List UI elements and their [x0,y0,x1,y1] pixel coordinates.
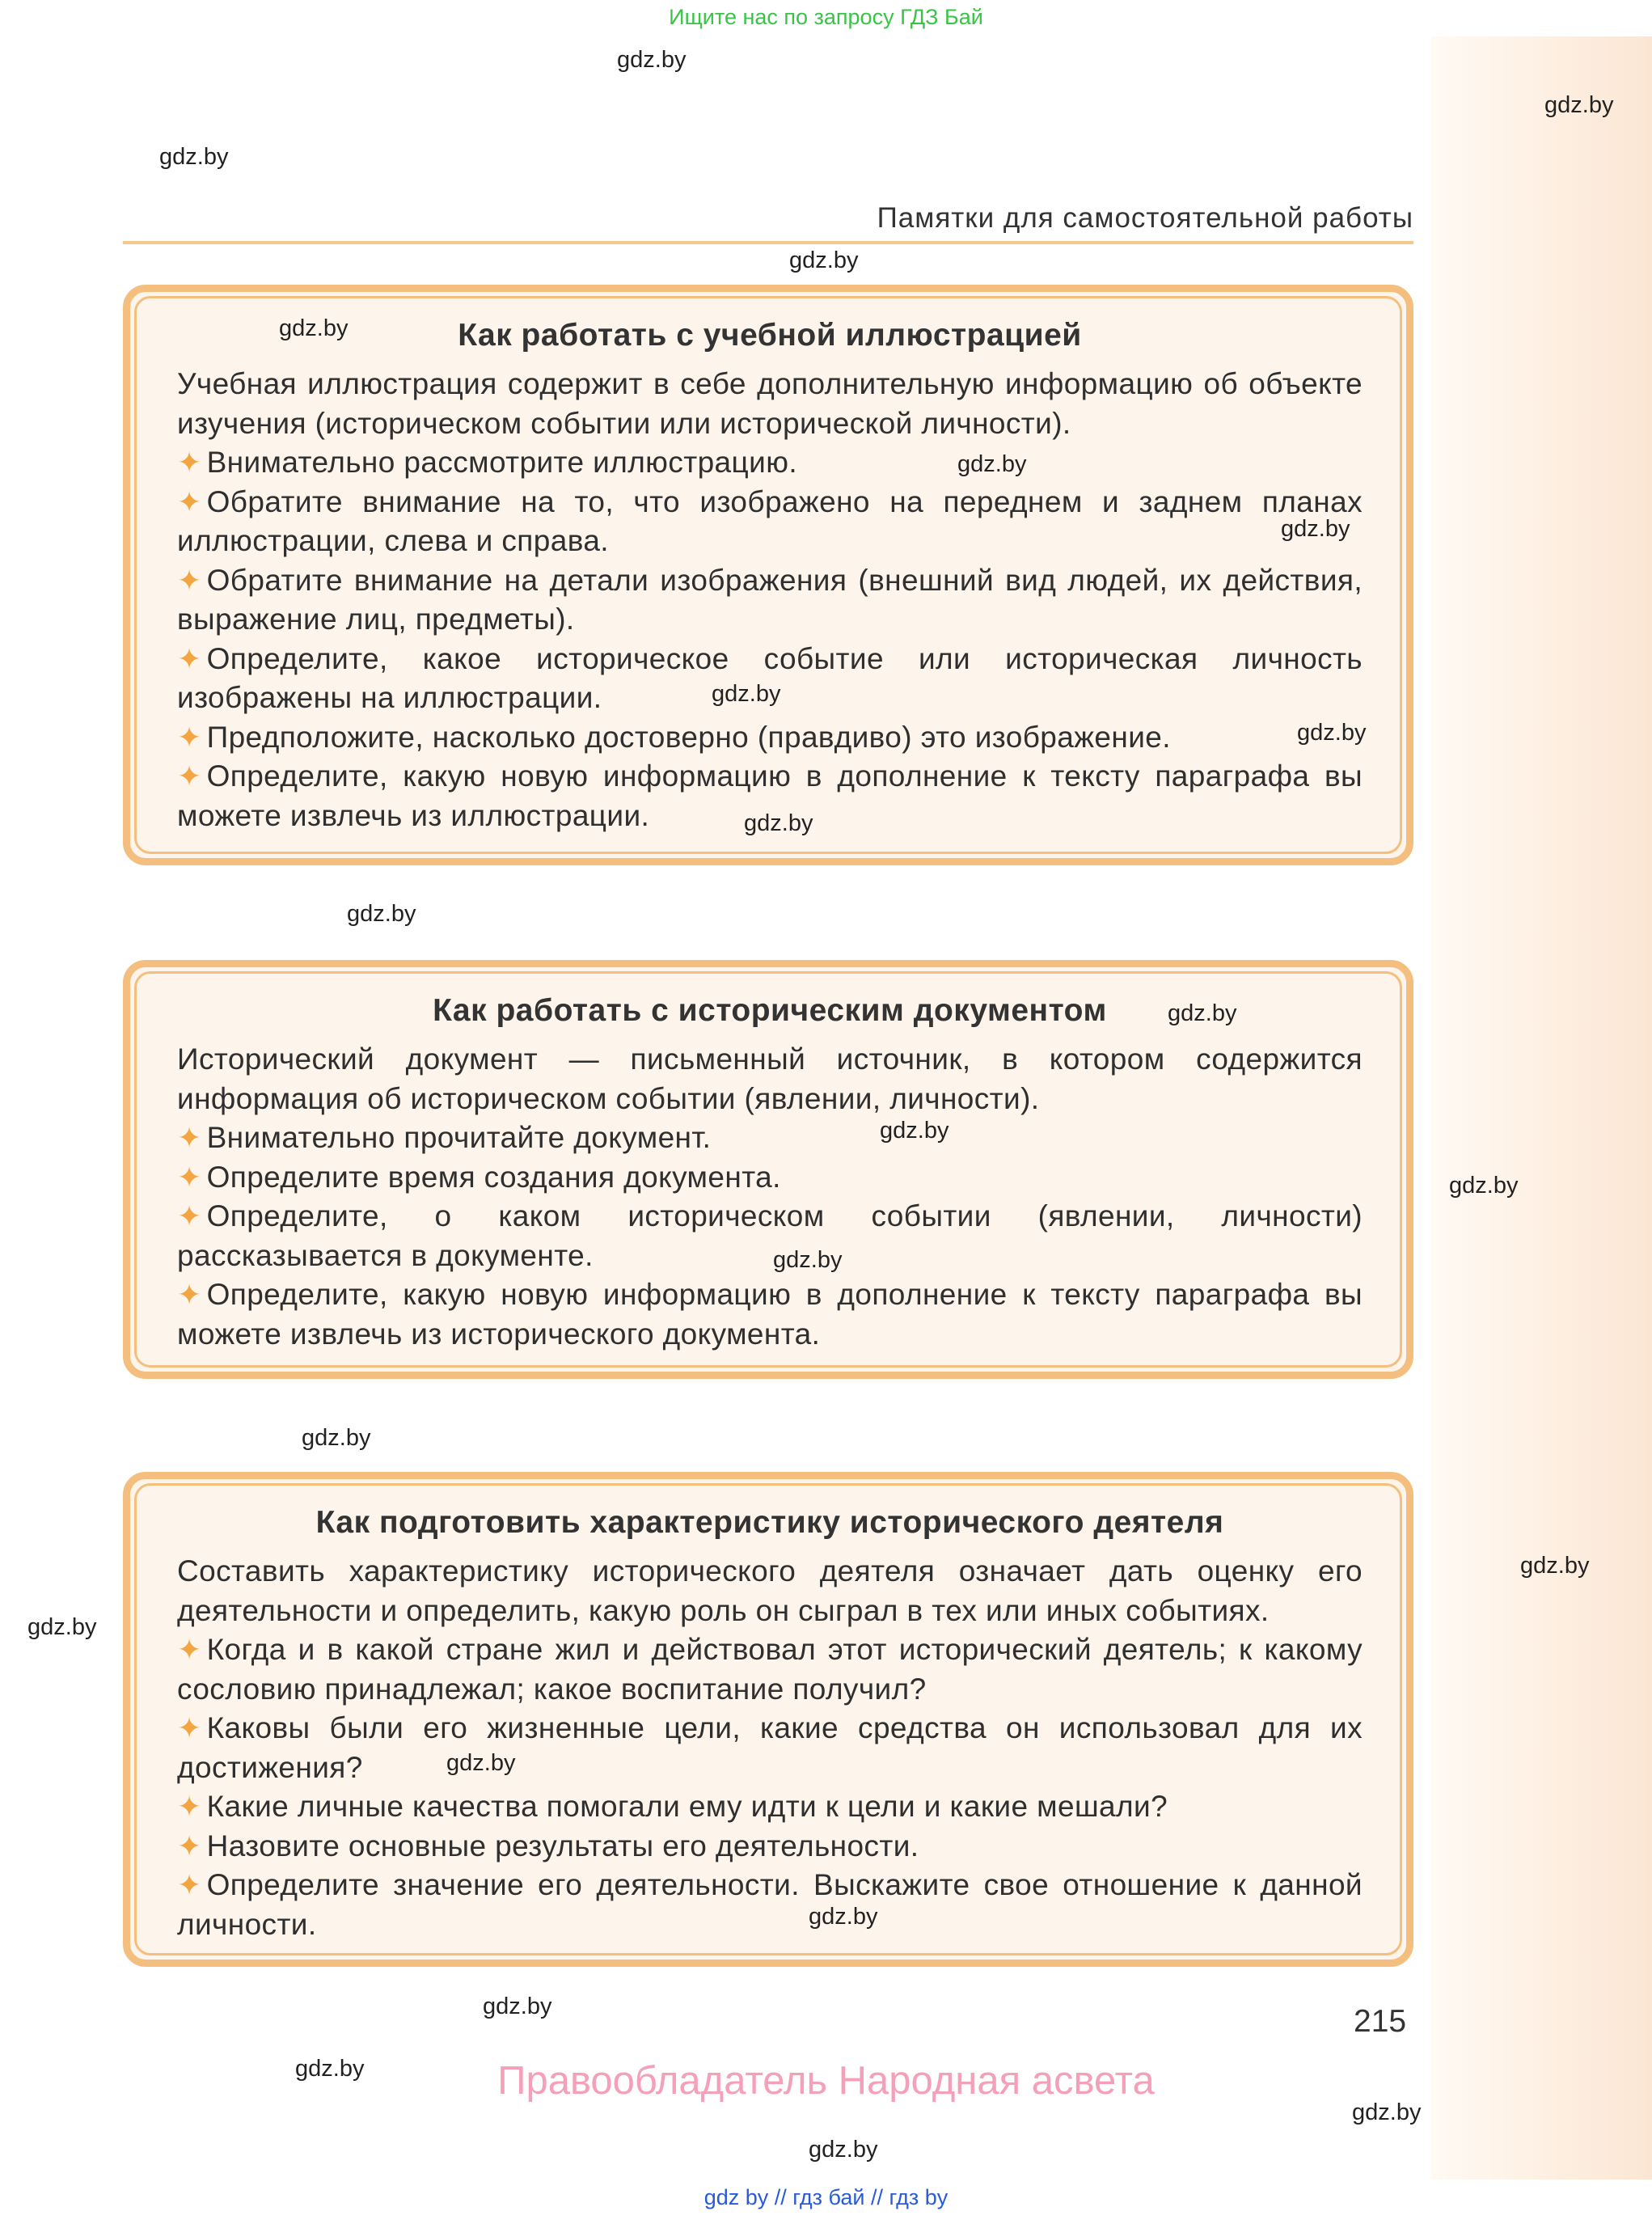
watermark: gdz.by [809,1904,878,1930]
star-bullet-icon: ✦ [177,1633,202,1666]
list-item: ✦ Внимательно прочитайте документ. [177,1121,712,1154]
box-intro: Учебная иллюстрация содержит в себе дополнительную информацию об объекте изучения (историческом событии или исторической личности). [177,367,1363,440]
watermark: gdz.by [744,810,813,836]
list-item: ✦ Определите время создания документа. [177,1160,781,1194]
box-title: Как работать с историческим документом [433,993,1107,1028]
watermark: gdz.by [302,1425,371,1451]
watermark: gdz.by [957,451,1027,477]
star-bullet-icon: ✦ [177,446,202,479]
star-bullet-icon: ✦ [177,759,202,793]
list-item: ✦ Каковы были его жизненные цели, какие средства он использовал для их достижения? [177,1711,1363,1784]
watermark: gdz.by [1281,516,1350,542]
watermark: gdz.by [1544,92,1614,118]
watermark: gdz.by [347,901,416,927]
list-item: ✦ Обратите внимание на детали изображения (внешний вид людей, их действия, выражение лиц, предметы). [177,563,1363,636]
watermark: gdz.by [773,1247,843,1273]
star-bullet-icon: ✦ [177,641,202,675]
list-item: ✦ Назовите основные результаты его деятельности. [177,1829,919,1862]
watermark: gdz.by [1520,1553,1590,1579]
memo-box-illustration [123,285,1413,865]
list-item: ✦ Какие личные качества помогали ему идти к цели и какие мешали? [177,1790,1168,1823]
watermark: gdz.by [880,1118,949,1144]
list-item: ✦ Определите, какую новую информацию в дополнение к тексту параграфа вы можете извлечь из исторического документа. [177,1278,1363,1351]
watermark: gdz.by [712,681,781,707]
watermark: gdz.by [1352,2099,1422,2125]
watermark: gdz.by [27,1614,97,1640]
box-title: Как подготовить характеристику исторического деятеля [315,1505,1224,1540]
star-bullet-icon: ✦ [177,1121,202,1154]
watermark: gdz.by [446,1750,516,1776]
star-bullet-icon: ✦ [177,1711,202,1744]
star-bullet-icon: ✦ [177,1829,202,1862]
side-margin-strip [1431,36,1652,2180]
list-item: ✦ Обратите внимание на то, что изображено на переднем и заднем планах иллюстрации, слева и справа. [177,484,1363,557]
star-bullet-icon: ✦ [177,1199,202,1233]
watermark: gdz.by [809,2137,878,2163]
list-item: ✦ Предположите, насколько достоверно (правдиво) это изображение. [177,720,1171,754]
star-bullet-icon: ✦ [177,1790,202,1823]
list-item: ✦ Определите, какую новую информацию в дополнение к тексту параграфа вы можете извлечь из иллюстрации. [177,759,1363,832]
watermark: gdz.by [1297,720,1367,746]
watermark: gdz.by [789,247,859,273]
copyright-line: Правообладатель Народная асвета [497,2059,1155,2103]
top-banner[interactable]: Ищите нас по запросу ГДЗ Бай [669,5,983,29]
memo-box-inner [134,296,1402,854]
watermark: gdz.by [295,2056,365,2082]
box-intro: Исторический документ — письменный источник, в котором содержится информация об историческом событии (явлении, личности). [177,1042,1363,1115]
watermark: gdz.by [1449,1173,1519,1199]
star-bullet-icon: ✦ [177,1278,202,1311]
list-item: ✦ Внимательно рассмотрите иллюстрацию. [177,446,798,479]
star-bullet-icon: ✦ [177,720,202,754]
box-title: Как работать с учебной иллюстрацией [458,318,1082,353]
list-item: ✦ Когда и в какой стране жил и действовал этот исторический деятель; к какому сословию принадлежал; какое воспитание получил? [177,1633,1363,1706]
watermark: gdz.by [483,1994,552,2019]
list-item: ✦ Определите, какое историческое событие или историческая личность изображены на иллюстрации. [177,641,1363,714]
star-bullet-icon: ✦ [177,1160,202,1194]
star-bullet-icon: ✦ [177,1868,202,1901]
memo-box-historical-figure [123,1472,1413,1967]
running-head: Памятки для самостоятельной работы [877,202,1413,234]
list-item: ✦ Определите значение его деятельности. Выскажите свое отношение к данной личности. [177,1868,1363,1941]
memo-box-inner [134,1483,1402,1956]
memo-box-inner [134,971,1402,1368]
list-item: ✦ Определите, о каком историческом событии (явлении, личности) рассказывается в документе. [177,1199,1363,1272]
watermark: gdz.by [1168,1000,1237,1026]
bottom-links[interactable]: gdz by // гдз бай // гдз by [703,2185,949,2209]
watermark: gdz.by [279,315,349,341]
watermark: gdz.by [159,144,229,170]
box-intro: Составить характеристику исторического деятеля означает дать оценку его деятельности и определить, какую роль он сыграл в тех или иных событиях. [177,1554,1363,1627]
star-bullet-icon: ✦ [177,563,202,597]
header-rule [123,241,1413,244]
star-bullet-icon: ✦ [177,484,202,518]
watermark: gdz.by [617,47,687,73]
page-number: 215 [1354,2004,1407,2039]
